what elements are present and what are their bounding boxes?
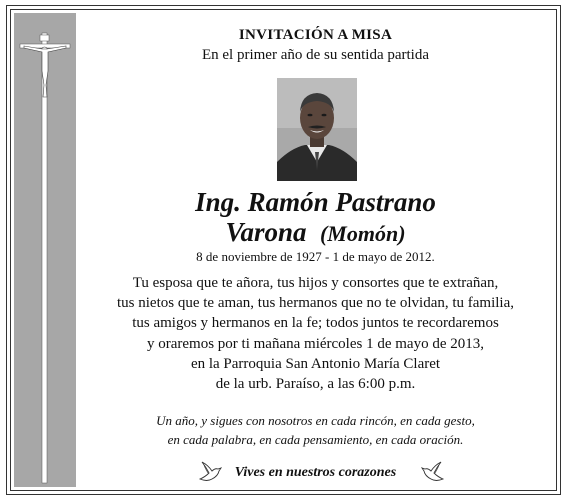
side-strip <box>14 13 76 487</box>
verse-line: en cada palabra, en cada pensamiento, en cada oración. <box>167 432 464 447</box>
notice-subheading: En el primer año de su sentida partida <box>201 47 429 63</box>
closing-text: Vives en nuestros corazones <box>234 465 397 480</box>
invitation-text <box>78 273 553 394</box>
portrait-photo <box>277 78 357 181</box>
memorial-verse <box>78 411 553 449</box>
deceased-name: Ing. Ramón Pastrano <box>195 187 436 217</box>
portrait-image <box>277 78 357 181</box>
life-dates: 8 de noviembre de 1927 - 1 de mayo de 2012. <box>196 249 435 264</box>
closing-line <box>78 459 553 485</box>
invitation-line: y oraremos por ti mañana miércoles 1 de mayo de 2013, <box>147 335 484 352</box>
invitation-line: Tu esposa que te añora, tus hijos y consortes que te extrañan, <box>132 275 499 291</box>
crucifix-icon <box>14 13 76 487</box>
deceased-name-line2 <box>78 219 553 246</box>
deceased-surname: Varona <box>225 217 307 247</box>
invitation-line: tus amigos y hermanos en la fe; todos juntos te recordaremos <box>132 315 499 332</box>
invitation-line: tus nietos que te aman, tus hermanos que no te olvidan, tu familia, <box>117 295 514 312</box>
verse-line: Un año, y sigues con nosotros en cada rincón, en cada gesto, <box>156 413 475 428</box>
dove-icon <box>419 459 447 485</box>
notice-content <box>78 13 553 487</box>
deceased-nickname: (Momón) <box>319 221 406 246</box>
invitation-line: en la Parroquia San Antonio María Claret <box>190 355 441 372</box>
invitation-line: de la urb. Paraíso, a las 6:00 p.m. <box>215 376 416 393</box>
notice-heading: INVITACIÓN A MISA <box>238 27 393 43</box>
